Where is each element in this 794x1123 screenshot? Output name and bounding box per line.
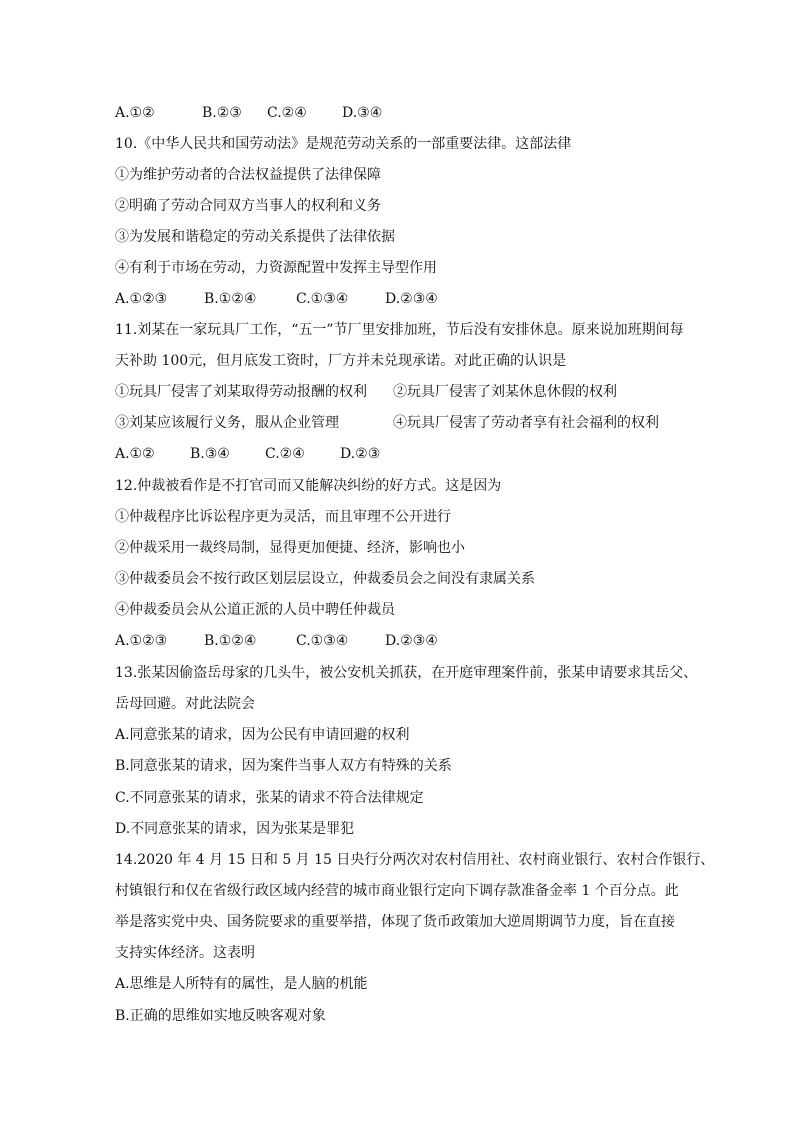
q11-item-3: ③刘某应该履行义务，服从企业管理	[115, 415, 339, 431]
q9-option-a: A.①②	[115, 105, 155, 121]
q12-stem: 12.仲裁被看作是不打官司而又能解决纠纷的好方式。这是因为	[115, 478, 502, 494]
q13-stem-line-1: 13.张某因偷盗岳母家的几头牛，被公安机关抓获，在开庭审理案件前，张某申请要求其岳父、	[115, 665, 698, 681]
q12-item-1: ①仲裁程序比诉讼程序更为灵活，而且审理不公开进行	[115, 509, 451, 525]
q11-option-b: B.③④	[190, 446, 230, 462]
q14-stem-line-2: 村镇银行和仅在省级行政区域内经营的城市商业银行定向下调存款准备金率 1 个百分点。此	[115, 883, 679, 899]
q12-item-4: ④仲裁委员会从公道正派的人员中聘任仲裁员	[115, 602, 395, 618]
q11-stem-line-1: 11.刘某在一家玩具厂工作，“五一”节厂里安排加班，节后没有安排休息。原来说加班期间每	[115, 322, 684, 338]
q10-item-4: ④有利于市场在劳动，力资源配置中发挥主导型作用	[115, 260, 437, 276]
q11-option-d: D.②③	[340, 446, 381, 462]
q13-stem-line-2: 岳母回避。对此法院会	[115, 696, 255, 712]
q14-stem-line-3: 举是落实党中央、国务院要求的重要举措，体现了货币政策加大逆周期调节力度，旨在直接	[115, 914, 675, 930]
q12-options	[115, 631, 438, 651]
q12-item-2: ②仲裁采用一裁终局制，显得更加便捷、经济，影响也小	[115, 540, 465, 556]
q10-option-a: A.①②③	[115, 291, 168, 307]
q12-option-c: C.①③④	[296, 633, 349, 649]
q9-option-d: D.③④	[342, 105, 383, 121]
q11-options	[115, 444, 380, 464]
q14-choice-b: B.正确的思维如实地反映客观对象	[115, 1008, 326, 1024]
q10-item-2: ②明确了劳动合同双方当事人的权利和义务	[115, 198, 381, 214]
q11-option-a: A.①②	[115, 446, 155, 462]
q10-item-3: ③为发展和谐稳定的劳动关系提供了法律依据	[115, 229, 395, 245]
q11-items-row-1	[115, 382, 617, 402]
q14-choice-a: A.思维是人所特有的属性，是人脑的机能	[115, 976, 368, 992]
q10-option-b: B.①②④	[204, 291, 257, 307]
q11-option-c: C.②④	[265, 446, 305, 462]
q10-stem: 10.《中华人民共和国劳动法》是规范劳动关系的一部重要法律。这部法律	[115, 136, 572, 152]
q12-item-3: ③仲裁委员会不按行政区划层层设立，仲裁委员会之间没有隶属关系	[115, 571, 535, 587]
q11-items-row-2	[115, 413, 659, 433]
q13-choice-d: D.不同意张某的请求，因为张某是罪犯	[115, 821, 355, 837]
q12-option-d: D.②③④	[385, 633, 438, 649]
q10-item-1: ①为维护劳动者的合法权益提供了法律保障	[115, 167, 381, 183]
q13-choice-a: A.同意张某的请求，因为公民有申请回避的权利	[115, 727, 410, 743]
q14-stem-line-1: 14.2020 年 4 月 15 日和 5 月 15 日央行分两次对农村信用社、农村商业银行、农村合作银行、	[115, 852, 715, 868]
q12-option-b: B.①②④	[204, 633, 257, 649]
q12-option-a: A.①②③	[115, 633, 168, 649]
q9-options	[115, 103, 382, 123]
q14-stem-line-4: 支持实体经济。这表明	[115, 945, 255, 961]
q9-option-b: B.②③	[202, 105, 242, 121]
q11-item-1: ①玩具厂侵害了刘某取得劳动报酬的权利	[115, 384, 367, 400]
q10-option-d: D.②③④	[385, 291, 438, 307]
q13-choice-c: C.不同意张某的请求，张某的请求不符合法律规定	[115, 790, 424, 806]
q11-item-4: ④玩具厂侵害了劳动者享有社会福利的权利	[393, 415, 659, 431]
q13-choice-b: B.同意张某的请求，因为案件当事人双方有特殊的关系	[115, 758, 452, 774]
q11-item-2: ②玩具厂侵害了刘某休息休假的权利	[393, 384, 617, 400]
q9-option-c: C.②④	[267, 105, 307, 121]
q10-options	[115, 289, 438, 309]
q11-stem-line-2: 天补助 100元，但月底发工资时，厂方并未兑现承诺。对此正确的认识是	[115, 353, 567, 369]
q10-option-c: C.①③④	[296, 291, 349, 307]
